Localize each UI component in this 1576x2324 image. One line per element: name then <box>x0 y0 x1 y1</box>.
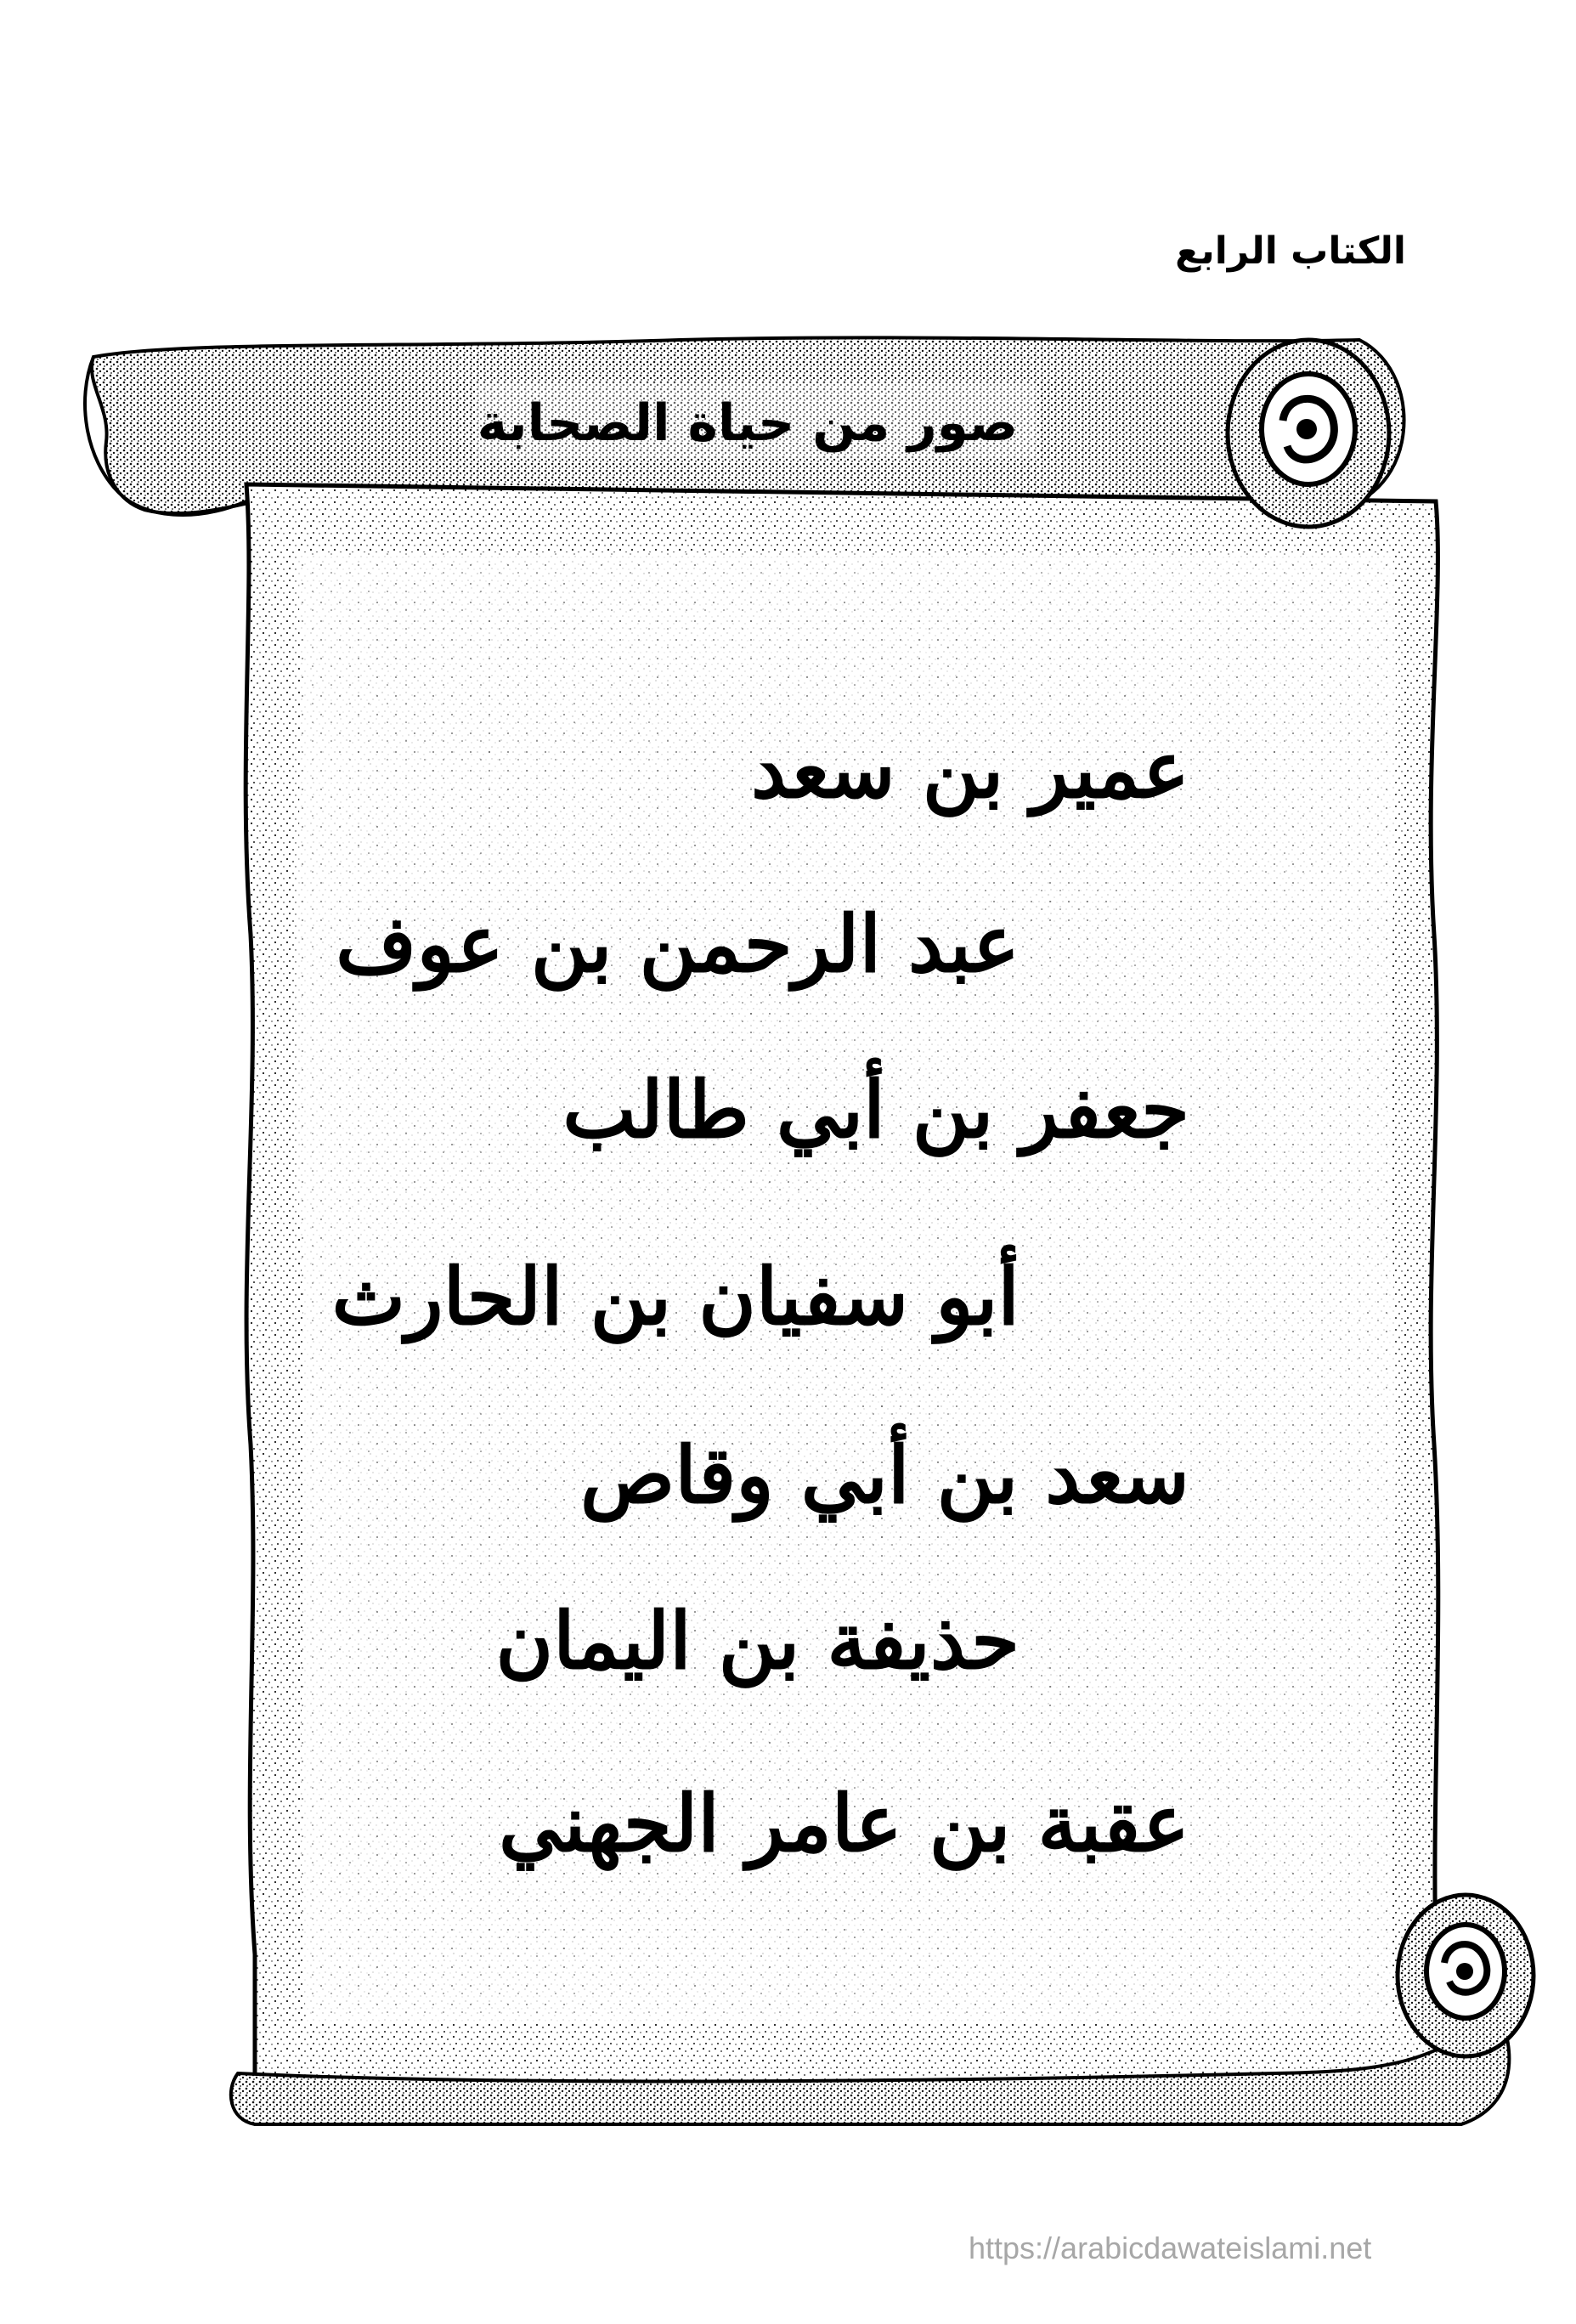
list-item: عمير بن سعد <box>750 724 1189 816</box>
book-label: الكتاب الرابع <box>1175 229 1406 273</box>
list-item: جعفر بن أبي طالب <box>562 1064 1189 1156</box>
scroll-title: صور من حياة الصحابة <box>477 393 1019 453</box>
scroll-top-curl <box>1228 340 1389 527</box>
list-item: عقبة بن عامر الجهني <box>498 1778 1189 1869</box>
list-item: أبو سفيان بن الحارث <box>331 1251 1020 1343</box>
list-item: سعد بن أبي وقاص <box>580 1429 1189 1521</box>
watermark-url: https://arabicdawateislami.net <box>969 2231 1372 2265</box>
list-item: حذيفة بن اليمان <box>495 1595 1020 1687</box>
companions-list <box>331 697 1189 1903</box>
list-item: عبد الرحمن بن عوف <box>336 898 1020 990</box>
scroll-bottom-curl <box>1398 1895 1534 2056</box>
